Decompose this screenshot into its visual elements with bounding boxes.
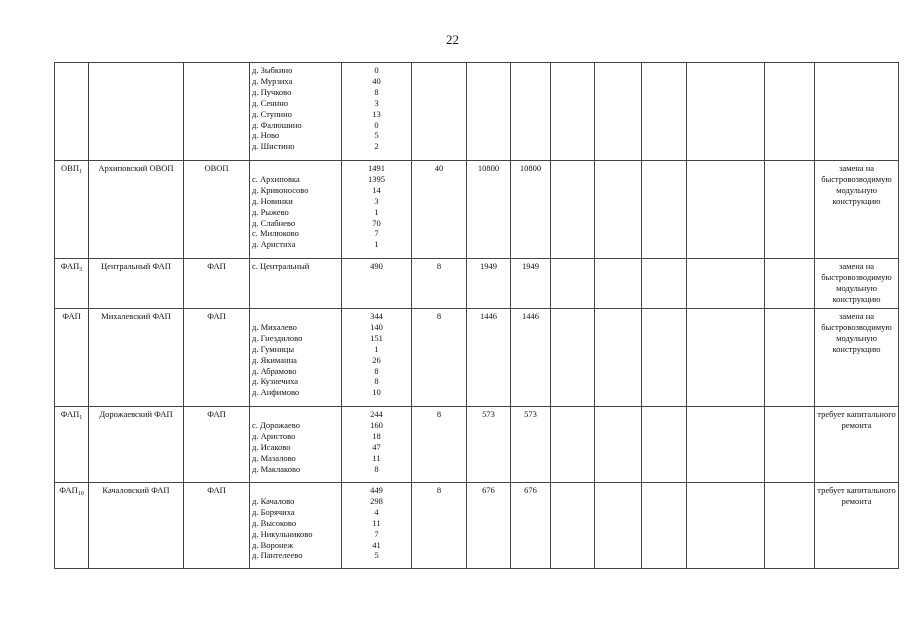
facility-type-cell [184, 161, 250, 259]
empty-cell [551, 309, 595, 407]
facility-name: Качаловский ФАП [102, 485, 170, 495]
value-cell-5 [412, 259, 467, 309]
facility-type-cell [184, 259, 250, 309]
locality-name: д. Новинки [252, 195, 293, 206]
facility-type-cell [184, 407, 250, 483]
empty-cell [595, 259, 642, 309]
value-cell-6 [467, 259, 511, 309]
locality-name [252, 409, 339, 420]
facility-name: Дорожаевский ФАП [99, 409, 173, 419]
localities-cell [250, 407, 342, 483]
population-cell [342, 259, 412, 309]
population-count: 1 [374, 343, 379, 354]
value-cell-7 [511, 161, 551, 259]
note-cell [815, 259, 899, 309]
value-cell-5 [412, 161, 467, 259]
locality-name: д. Слабнево [252, 217, 296, 228]
empty-cell [551, 483, 595, 569]
value-6: 1949 [480, 261, 497, 271]
locality-name: д. Никульниково [252, 528, 313, 539]
empty-cell [595, 407, 642, 483]
empty-cell [687, 63, 765, 161]
note-cell [815, 63, 899, 161]
population-count: 70 [372, 217, 381, 228]
locality-name: д. Ступино [252, 108, 292, 119]
value-cell-6 [467, 483, 511, 569]
locality-name: д. Абрамово [252, 365, 297, 376]
note-cell [815, 483, 899, 569]
population-count: 244 [370, 409, 383, 419]
empty-cell [765, 63, 815, 161]
value-cell-7 [511, 63, 551, 161]
facility-code-cell [55, 483, 89, 569]
population-count: 2 [374, 141, 379, 152]
empty-cell [595, 483, 642, 569]
locality-name: д. Сеннно [252, 97, 289, 108]
value-cell-7 [511, 309, 551, 407]
locality-name: д. Фалюшино [252, 119, 302, 130]
population-count: 151 [370, 332, 383, 343]
facility-name: Михалевский ФАП [101, 311, 171, 321]
facility-type: ОВОП [204, 163, 229, 173]
value-cell-6 [467, 309, 511, 407]
localities-cell [250, 63, 342, 161]
facility-type: ФАП [207, 409, 226, 419]
value-5: 8 [436, 409, 442, 419]
locality-name: с. Центральный [252, 261, 310, 271]
facilities-table [54, 62, 899, 569]
facility-type-cell [184, 63, 250, 161]
empty-cell [551, 259, 595, 309]
note-cell [815, 407, 899, 483]
localities-cell [250, 309, 342, 407]
population-count: 5 [374, 550, 379, 561]
facility-name-cell [89, 259, 184, 309]
population-count: 344 [370, 311, 383, 321]
locality-name: д. Михалево [252, 321, 297, 332]
population-count: 11 [372, 452, 381, 463]
locality-name [252, 485, 339, 496]
value-cell-5 [412, 63, 467, 161]
facility-code-cell [55, 259, 89, 309]
empty-cell [642, 161, 687, 259]
population-count: 1491 [368, 163, 385, 173]
locality-name: д. Качалово [252, 495, 295, 506]
facility-code-cell [55, 161, 89, 259]
locality-name: д. Гнездилово [252, 332, 303, 343]
population-count: 5 [374, 130, 379, 141]
facility-type: ФАП [207, 311, 226, 321]
localities-cell [250, 161, 342, 259]
empty-cell [595, 161, 642, 259]
empty-cell [642, 259, 687, 309]
facility-code-cell [55, 63, 89, 161]
facility-name-cell [89, 483, 184, 569]
value-7: 573 [524, 409, 537, 419]
note-text: требует капитального ремонта [817, 485, 896, 506]
empty-cell [765, 407, 815, 483]
locality-name: д. Высоково [252, 517, 297, 528]
facility-name-cell [89, 63, 184, 161]
population-count: 0 [374, 65, 379, 75]
empty-cell [687, 483, 765, 569]
facility-type: ФАП [207, 261, 226, 271]
population-count: 298 [370, 495, 383, 506]
note-text: требует капитального ремонта [817, 409, 896, 430]
value-cell-7 [511, 483, 551, 569]
facility-code: ФАП [62, 311, 81, 321]
facility-code-subscript: 1 [78, 169, 82, 175]
value-7: 1446 [522, 311, 539, 321]
empty-cell [765, 483, 815, 569]
localities-cell [250, 259, 342, 309]
population-count: 41 [372, 539, 381, 550]
value-5: 8 [436, 485, 442, 495]
facility-code-subscript: 10 [77, 491, 84, 497]
value-cell-5 [412, 309, 467, 407]
population-count: 26 [372, 354, 381, 365]
locality-name: д. Мурзиха [252, 75, 293, 86]
population-count: 7 [374, 528, 379, 539]
population-count: 7 [374, 228, 379, 239]
facility-name-cell [89, 161, 184, 259]
locality-name: д. Гумницы [252, 343, 295, 354]
population-count: 10 [372, 387, 381, 398]
population-count: 490 [370, 261, 383, 271]
locality-name: д. Арнстиха [252, 239, 296, 250]
empty-cell [551, 161, 595, 259]
population-count: 8 [374, 365, 379, 376]
population-count: 13 [372, 108, 381, 119]
facility-code: ФАП [60, 261, 80, 271]
empty-cell [595, 309, 642, 407]
population-cell [342, 407, 412, 483]
empty-cell [642, 63, 687, 161]
facility-code-subscript: 1 [79, 415, 83, 421]
population-count: 140 [370, 321, 383, 332]
facility-name: Архиповский ОВОП [98, 163, 174, 173]
table-row [55, 407, 899, 483]
value-5: 40 [434, 163, 444, 173]
localities-cell [250, 483, 342, 569]
value-cell-5 [412, 407, 467, 483]
facility-code: ОВП [61, 163, 79, 173]
population-count: 4 [374, 506, 379, 517]
value-cell-6 [467, 407, 511, 483]
empty-cell [687, 161, 765, 259]
value-cell-5 [412, 483, 467, 569]
locality-name: д. Пантелеево [252, 550, 303, 561]
population-count: 8 [374, 86, 379, 97]
empty-cell [765, 161, 815, 259]
locality-name: с. Милюково [252, 228, 299, 239]
locality-name: д. Борячиха [252, 506, 295, 517]
empty-cell [687, 259, 765, 309]
note-text: замена на быстровозводимую модульную конструкцию [821, 261, 892, 304]
facility-type-cell [184, 309, 250, 407]
facility-code-subscript: 3 [79, 267, 83, 273]
empty-cell [551, 407, 595, 483]
note-text: замена на быстровозводимую модульную конструкцию [821, 311, 892, 354]
empty-cell [595, 63, 642, 161]
table-row [55, 483, 899, 569]
population-cell [342, 63, 412, 161]
population-count: 0 [374, 119, 379, 130]
value-7: 1949 [522, 261, 539, 271]
population-count: 449 [370, 485, 383, 495]
table-row [55, 161, 899, 259]
empty-cell [642, 309, 687, 407]
empty-cell [765, 309, 815, 407]
locality-name [252, 163, 339, 174]
population-count: 1 [374, 206, 379, 217]
population-count: 3 [374, 195, 379, 206]
value-5: 8 [436, 261, 442, 271]
population-cell [342, 161, 412, 259]
value-7: 10800 [519, 163, 542, 173]
locality-name: д. Шистино [252, 141, 295, 152]
value-6: 676 [482, 485, 495, 495]
value-cell-7 [511, 407, 551, 483]
facility-code-cell [55, 407, 89, 483]
note-cell [815, 161, 899, 259]
locality-name: д. Исаково [252, 441, 291, 452]
locality-name: с. Архиповка [252, 173, 300, 184]
locality-name: с. Дорожаево [252, 419, 300, 430]
empty-cell [642, 483, 687, 569]
population-count: 40 [372, 75, 381, 86]
value-cell-6 [467, 161, 511, 259]
locality-name: д. Мазалово [252, 452, 296, 463]
locality-name: д. Рыжево [252, 206, 289, 217]
locality-name: д. Зыбкино [252, 65, 293, 75]
population-count: 11 [372, 517, 381, 528]
population-count: 14 [372, 184, 381, 195]
facility-code: ФАП [60, 409, 80, 419]
locality-name: д. Маклаково [252, 463, 301, 474]
population-count: 18 [372, 430, 381, 441]
population-count: 160 [370, 419, 383, 430]
locality-name: д. Якиманна [252, 354, 297, 365]
locality-name: д. Пучково [252, 86, 292, 97]
locality-name: д. Воронеж [252, 539, 294, 550]
facility-name: Центральный ФАП [101, 261, 171, 271]
empty-cell [687, 407, 765, 483]
page-number: 22 [446, 32, 459, 47]
note-text: замена на быстровозводимую модульную конструкцию [821, 163, 892, 206]
value-cell-7 [511, 259, 551, 309]
empty-cell [642, 407, 687, 483]
facility-type: ФАП [207, 485, 226, 495]
facility-code-cell [55, 309, 89, 407]
population-count: 1 [374, 239, 379, 250]
population-count: 1395 [368, 173, 385, 184]
table-row [55, 259, 899, 309]
facility-code: ФАП [59, 485, 78, 495]
note-cell [815, 309, 899, 407]
locality-name: д. Аристово [252, 430, 296, 441]
value-6: 1446 [480, 311, 497, 321]
population-count: 3 [374, 97, 379, 108]
facility-type-cell [184, 483, 250, 569]
population-cell [342, 483, 412, 569]
population-count: 47 [372, 441, 381, 452]
facility-name-cell [89, 407, 184, 483]
value-6: 10800 [477, 163, 500, 173]
table-row [55, 63, 899, 161]
value-7: 676 [524, 485, 537, 495]
population-count: 8 [374, 376, 379, 387]
locality-name: д. Кузнечиха [252, 376, 299, 387]
value-cell-6 [467, 63, 511, 161]
locality-name [252, 311, 339, 322]
facility-name-cell [89, 309, 184, 407]
locality-name: д. Ново [252, 130, 280, 141]
population-cell [342, 309, 412, 407]
empty-cell [687, 309, 765, 407]
value-6: 573 [482, 409, 495, 419]
population-count: 8 [374, 463, 379, 474]
locality-name: д. Анфимово [252, 387, 300, 398]
table-row [55, 309, 899, 407]
locality-name: д. Кривоносово [252, 184, 309, 195]
value-5: 8 [436, 311, 442, 321]
empty-cell [551, 63, 595, 161]
empty-cell [765, 259, 815, 309]
